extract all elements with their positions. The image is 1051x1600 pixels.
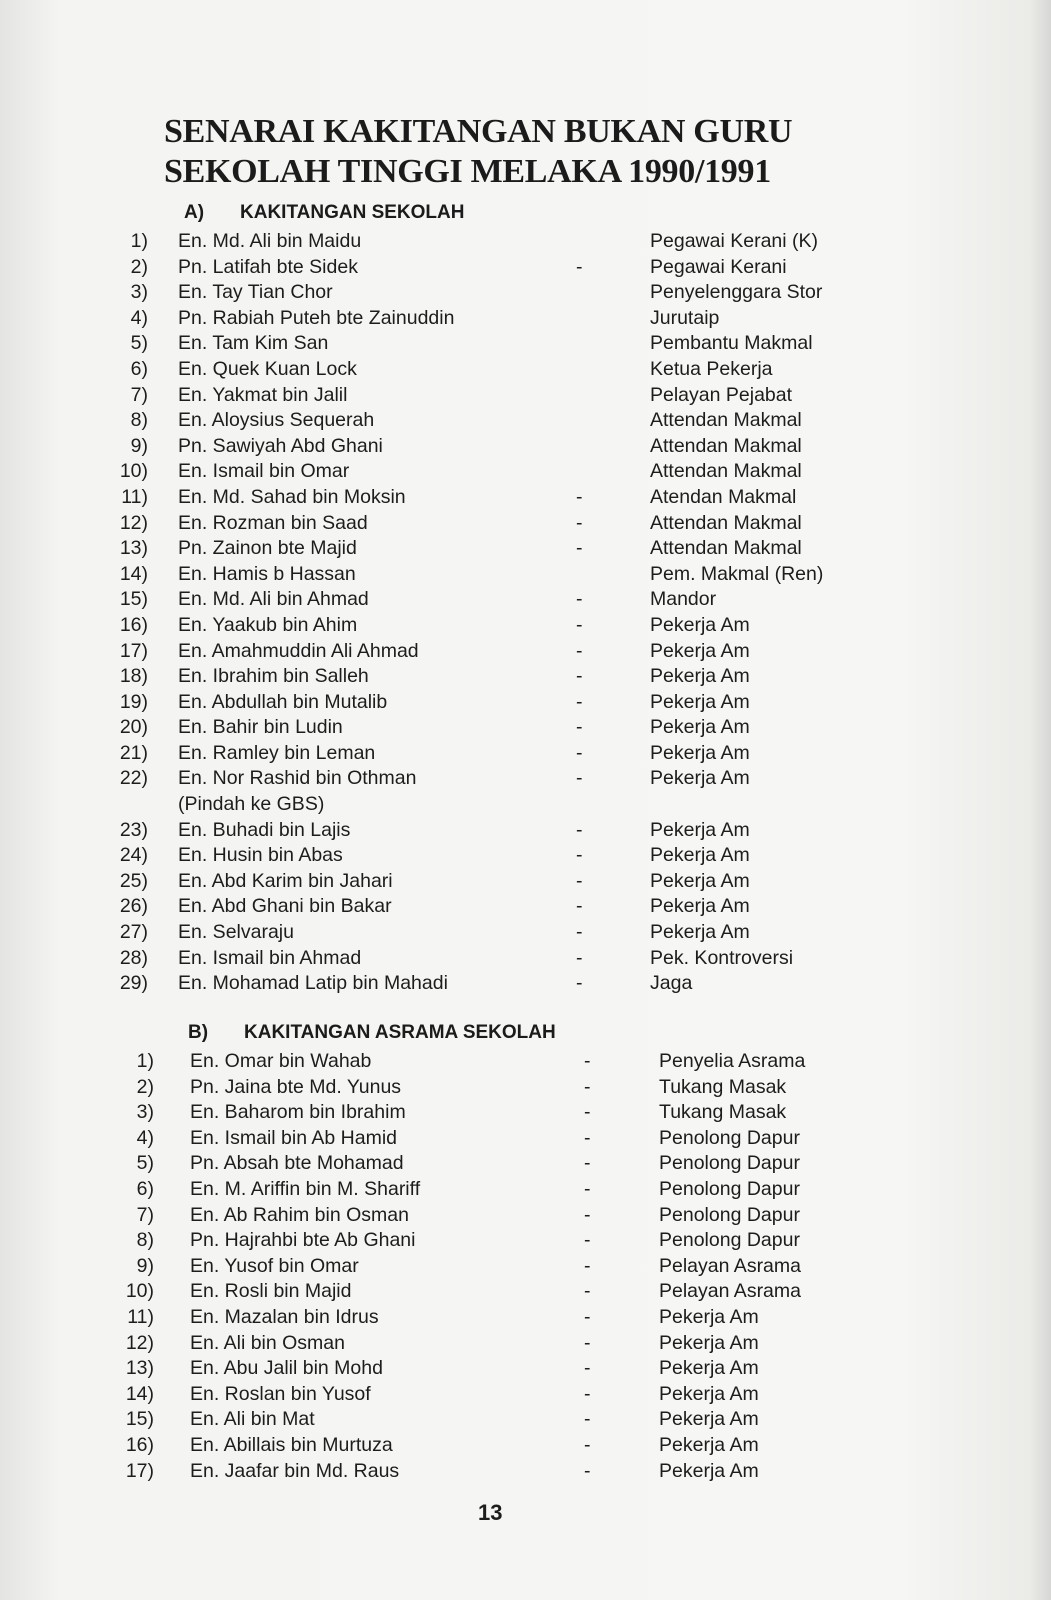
- staff-position: Mandor: [650, 588, 717, 611]
- separator-dash: -: [576, 972, 583, 995]
- staff-position: Pekerja Am: [650, 844, 750, 867]
- staff-position: Attendan Makmal: [650, 537, 802, 560]
- staff-position: Pekerja Am: [659, 1408, 759, 1431]
- item-number: 17): [119, 639, 148, 662]
- staff-position: Ketua Pekerja: [650, 357, 773, 380]
- item-number: 7): [130, 383, 148, 406]
- item-number: 3): [136, 1101, 154, 1124]
- section-a-letter: A): [184, 202, 205, 223]
- item-number: 10): [125, 1280, 154, 1303]
- staff-name: En. Ab Rahim bin Osman: [190, 1203, 409, 1226]
- staff-name: En. Tay Tian Chor: [178, 281, 333, 304]
- page-title: [164, 112, 864, 192]
- separator-dash: -: [584, 1075, 591, 1098]
- list-item: [0, 255, 1051, 281]
- staff-name: En. Bahir bin Ludin: [178, 716, 343, 739]
- staff-name: En. Rozman bin Saad: [178, 511, 368, 534]
- staff-name: En. Ismail bin Ahmad: [178, 946, 362, 969]
- staff-position: Pembantu Makmal: [650, 332, 813, 355]
- staff-name: En. Baharom bin Ibrahim: [190, 1101, 406, 1124]
- item-number: 27): [119, 921, 148, 944]
- staff-note: (Pindah ke GBS): [178, 793, 325, 816]
- separator-dash: -: [576, 511, 583, 534]
- staff-position: Pekerja Am: [650, 869, 750, 892]
- staff-position: Pek. Kontroversi: [650, 946, 794, 969]
- list-item: [0, 664, 1051, 690]
- list-item: [0, 741, 1051, 767]
- staff-position: Attendan Makmal: [650, 434, 802, 457]
- separator-dash: -: [584, 1433, 591, 1456]
- staff-position: Pekerja Am: [650, 895, 750, 918]
- staff-name: En. Yaakub bin Ahim: [178, 613, 358, 636]
- staff-position: Pekerja Am: [650, 665, 750, 688]
- separator-dash: -: [584, 1280, 591, 1303]
- separator-dash: -: [576, 767, 583, 790]
- separator-dash: -: [584, 1382, 591, 1405]
- list-item: [0, 920, 1051, 946]
- staff-position: Pekerja Am: [659, 1433, 759, 1456]
- staff-position: Pelayan Asrama: [659, 1254, 801, 1277]
- separator-dash: -: [576, 869, 583, 892]
- list-item: [0, 1203, 1051, 1229]
- staff-position: Attendan Makmal: [650, 460, 802, 483]
- staff-position: Penolong Dapur: [659, 1203, 800, 1226]
- list-item: [0, 562, 1051, 588]
- item-number: 13): [119, 537, 148, 560]
- list-item: [0, 766, 1051, 817]
- list-item: [0, 511, 1051, 537]
- item-number: 11): [127, 1305, 154, 1328]
- item-number: 15): [125, 1408, 154, 1431]
- staff-name: En. Ismail bin Ab Hamid: [190, 1126, 398, 1149]
- separator-dash: -: [576, 485, 583, 508]
- staff-name: En. Abd Ghani bin Bakar: [178, 895, 392, 918]
- staff-position: Pekerja Am: [650, 690, 750, 713]
- list-item: [0, 383, 1051, 409]
- staff-name: En. Aloysius Sequerah: [178, 409, 375, 432]
- staff-position: Pekerja Am: [650, 741, 750, 764]
- section-b-letter: B): [188, 1022, 209, 1043]
- list-item: [0, 818, 1051, 844]
- staff-name: En. Abd Karim bin Jahari: [178, 869, 393, 892]
- separator-dash: -: [584, 1101, 591, 1124]
- staff-position: Pekerja Am: [659, 1331, 759, 1354]
- item-number: 13): [125, 1357, 154, 1380]
- item-number: 23): [119, 818, 148, 841]
- list-item: [0, 1356, 1051, 1382]
- item-number: 25): [119, 869, 148, 892]
- staff-position: Tukang Masak: [659, 1075, 787, 1098]
- list-item: [0, 1331, 1051, 1357]
- list-item: [0, 639, 1051, 665]
- staff-position: Penolong Dapur: [659, 1177, 800, 1200]
- list-item: [0, 1126, 1051, 1152]
- item-number: 14): [119, 562, 148, 585]
- item-number: 6): [130, 357, 148, 380]
- staff-name: En. Hamis b Hassan: [178, 562, 356, 585]
- staff-position: Pelayan Asrama: [659, 1280, 801, 1303]
- item-number: 4): [130, 306, 148, 329]
- list-item: [0, 434, 1051, 460]
- list-item: [0, 690, 1051, 716]
- staff-position: Pegawai Kerani: [650, 255, 787, 278]
- item-number: 12): [119, 511, 148, 534]
- item-number: 24): [119, 844, 148, 867]
- separator-dash: -: [576, 716, 583, 739]
- item-number: 14): [125, 1382, 154, 1405]
- staff-name: En. Nor Rashid bin Othman: [178, 767, 417, 790]
- item-number: 22): [119, 767, 148, 790]
- staff-name: En. Tam Kim San: [178, 332, 329, 355]
- separator-dash: -: [584, 1050, 591, 1072]
- staff-position: Attendan Makmal: [650, 409, 802, 432]
- list-item: [0, 357, 1051, 383]
- separator-dash: -: [576, 921, 583, 944]
- item-number: 18): [119, 665, 148, 688]
- separator-dash: -: [576, 741, 583, 764]
- item-number: 1): [136, 1050, 154, 1072]
- list-item: [0, 613, 1051, 639]
- item-number: 12): [125, 1331, 154, 1354]
- item-number: 5): [136, 1152, 154, 1175]
- staff-position: Pekerja Am: [650, 613, 750, 636]
- separator-dash: -: [584, 1331, 591, 1354]
- separator-dash: -: [584, 1305, 591, 1328]
- staff-position: Pekerja Am: [650, 716, 750, 739]
- item-number: 9): [130, 434, 148, 457]
- staff-position: Pelayan Pejabat: [650, 383, 793, 406]
- staff-name: En. Abu Jalil bin Mohd: [190, 1357, 383, 1380]
- staff-name: En. Md. Ali bin Maidu: [178, 230, 362, 252]
- item-number: 7): [136, 1203, 154, 1226]
- list-item: [0, 715, 1051, 741]
- list-item: [0, 1075, 1051, 1101]
- separator-dash: -: [584, 1229, 591, 1252]
- separator-dash: -: [584, 1152, 591, 1175]
- staff-name: En. Yusof bin Omar: [190, 1254, 359, 1277]
- separator-dash: -: [576, 665, 583, 688]
- list-item: [0, 1100, 1051, 1126]
- list-item: [0, 1382, 1051, 1408]
- staff-name: En. Quek Kuan Lock: [178, 357, 357, 380]
- separator-dash: -: [576, 946, 583, 969]
- staff-position: Jaga: [650, 972, 693, 995]
- separator-dash: -: [584, 1177, 591, 1200]
- separator-dash: -: [576, 255, 583, 278]
- list-item: [0, 1459, 1051, 1485]
- staff-position: Pekerja Am: [659, 1305, 759, 1328]
- list-item: [0, 229, 1051, 255]
- staff-position: Atendan Makmal: [650, 485, 797, 508]
- list-item: [0, 1279, 1051, 1305]
- staff-position: Penolong Dapur: [659, 1152, 800, 1175]
- staff-position: Attendan Makmal: [650, 511, 802, 534]
- item-number: 2): [130, 255, 148, 278]
- list-item: [0, 587, 1051, 613]
- staff-name: Pn. Absah bte Mohamad: [190, 1152, 404, 1175]
- section-b-list: [0, 1049, 1051, 1484]
- staff-position: Tukang Masak: [659, 1101, 787, 1124]
- staff-position: Penyelenggara Stor: [650, 281, 823, 304]
- item-number: 6): [136, 1177, 154, 1200]
- list-item: [0, 536, 1051, 562]
- item-number: 17): [125, 1459, 154, 1482]
- page-number: 13: [478, 1500, 503, 1525]
- staff-position: Pekerja Am: [659, 1357, 759, 1380]
- staff-position: Jurutaip: [650, 306, 720, 329]
- item-number: 3): [130, 281, 148, 304]
- item-number: 9): [136, 1254, 154, 1277]
- staff-name: En. Roslan bin Yusof: [190, 1382, 371, 1405]
- list-item: [0, 971, 1051, 997]
- item-number: 11): [121, 485, 148, 508]
- staff-name: En. Buhadi bin Lajis: [178, 818, 351, 841]
- staff-position: Pekerja Am: [650, 818, 750, 841]
- list-item: [0, 1305, 1051, 1331]
- list-item: [0, 1228, 1051, 1254]
- staff-name: En. Selvaraju: [178, 921, 294, 944]
- staff-position: Pekerja Am: [650, 921, 750, 944]
- list-item: [0, 331, 1051, 357]
- list-item: [0, 408, 1051, 434]
- staff-name: En. Ibrahim bin Salleh: [178, 665, 369, 688]
- item-number: 20): [119, 716, 148, 739]
- staff-position: Pegawai Kerani (K): [650, 230, 818, 252]
- item-number: 21): [119, 741, 148, 764]
- staff-name: En. Ismail bin Omar: [178, 460, 350, 483]
- section-b-title: KAKITANGAN ASRAMA SEKOLAH: [244, 1022, 556, 1043]
- staff-name: En. Ali bin Osman: [190, 1331, 345, 1354]
- staff-position: Pem. Makmal (Ren): [650, 562, 824, 585]
- list-item: [0, 1151, 1051, 1177]
- staff-name: Pn. Jaina bte Md. Yunus: [190, 1075, 402, 1098]
- list-item: [0, 1177, 1051, 1203]
- staff-name: En. Md. Sahad bin Moksin: [178, 485, 406, 508]
- list-item: [0, 843, 1051, 869]
- section-a-list: [0, 229, 1051, 997]
- item-number: 15): [119, 588, 148, 611]
- staff-name: En. Husin bin Abas: [178, 844, 343, 867]
- staff-name: En. Jaafar bin Md. Raus: [190, 1459, 400, 1482]
- separator-dash: -: [576, 639, 583, 662]
- item-number: 16): [119, 613, 148, 636]
- staff-position: Pekerja Am: [650, 767, 750, 790]
- staff-position: Penolong Dapur: [659, 1229, 800, 1252]
- list-item: [0, 485, 1051, 511]
- staff-name: Pn. Sawiyah Abd Ghani: [178, 434, 383, 457]
- section-a-heading: [184, 202, 464, 224]
- item-number: 1): [130, 230, 148, 252]
- list-item: [0, 869, 1051, 895]
- item-number: 8): [130, 409, 148, 432]
- item-number: 5): [130, 332, 148, 355]
- item-number: 4): [136, 1126, 154, 1149]
- staff-name: En. Omar bin Wahab: [190, 1050, 372, 1072]
- staff-position: Penolong Dapur: [659, 1126, 800, 1149]
- staff-name: Pn. Rabiah Puteh bte Zainuddin: [178, 306, 455, 329]
- list-item: [0, 1049, 1051, 1075]
- list-item: [0, 1433, 1051, 1459]
- separator-dash: -: [576, 818, 583, 841]
- staff-position: Penyelia Asrama: [659, 1050, 806, 1072]
- list-item: [0, 280, 1051, 306]
- separator-dash: -: [584, 1408, 591, 1431]
- separator-dash: -: [576, 844, 583, 867]
- separator-dash: -: [576, 537, 583, 560]
- staff-position: Pekerja Am: [659, 1459, 759, 1482]
- item-number: 26): [119, 895, 148, 918]
- separator-dash: -: [576, 588, 583, 611]
- separator-dash: -: [584, 1459, 591, 1482]
- title-line-2: SEKOLAH TINGGI MELAKA 1990/1991: [164, 153, 771, 190]
- separator-dash: -: [576, 690, 583, 713]
- separator-dash: -: [584, 1126, 591, 1149]
- section-b-heading: [188, 1022, 556, 1044]
- list-item: [0, 459, 1051, 485]
- separator-dash: -: [584, 1357, 591, 1380]
- list-item: [0, 946, 1051, 972]
- item-number: 8): [136, 1229, 154, 1252]
- staff-name: Pn. Hajrahbi bte Ab Ghani: [190, 1229, 416, 1252]
- item-number: 19): [119, 690, 148, 713]
- staff-name: En. Abdullah bin Mutalib: [178, 690, 388, 713]
- item-number: 10): [119, 460, 148, 483]
- staff-name: En. Amahmuddin Ali Ahmad: [178, 639, 419, 662]
- item-number: 2): [136, 1075, 154, 1098]
- staff-name: En. Mohamad Latip bin Mahadi: [178, 972, 448, 995]
- list-item: [0, 306, 1051, 332]
- staff-name: En. Rosli bin Majid: [190, 1280, 352, 1303]
- staff-name: En. Mazalan bin Idrus: [190, 1305, 379, 1328]
- staff-name: En. Abillais bin Murtuza: [190, 1433, 393, 1456]
- staff-name: En. Ramley bin Leman: [178, 741, 376, 764]
- item-number: 29): [119, 972, 148, 995]
- section-a-title: KAKITANGAN SEKOLAH: [240, 202, 465, 223]
- item-number: 16): [125, 1433, 154, 1456]
- staff-name: En. Ali bin Mat: [190, 1408, 315, 1431]
- separator-dash: -: [576, 613, 583, 636]
- staff-position: Pekerja Am: [650, 639, 750, 662]
- separator-dash: -: [576, 895, 583, 918]
- staff-name: En. M. Ariffin bin M. Shariff: [190, 1177, 421, 1200]
- staff-name: Pn. Zainon bte Majid: [178, 537, 357, 560]
- staff-name: Pn. Latifah bte Sidek: [178, 255, 358, 278]
- list-item: [0, 1254, 1051, 1280]
- staff-position: Pekerja Am: [659, 1382, 759, 1405]
- title-line-1: SENARAI KAKITANGAN BUKAN GURU: [164, 113, 793, 150]
- list-item: [0, 1407, 1051, 1433]
- separator-dash: -: [584, 1203, 591, 1226]
- separator-dash: -: [584, 1254, 591, 1277]
- staff-name: En. Yakmat bin Jalil: [178, 383, 348, 406]
- list-item: [0, 894, 1051, 920]
- staff-name: En. Md. Ali bin Ahmad: [178, 588, 369, 611]
- item-number: 28): [119, 946, 148, 969]
